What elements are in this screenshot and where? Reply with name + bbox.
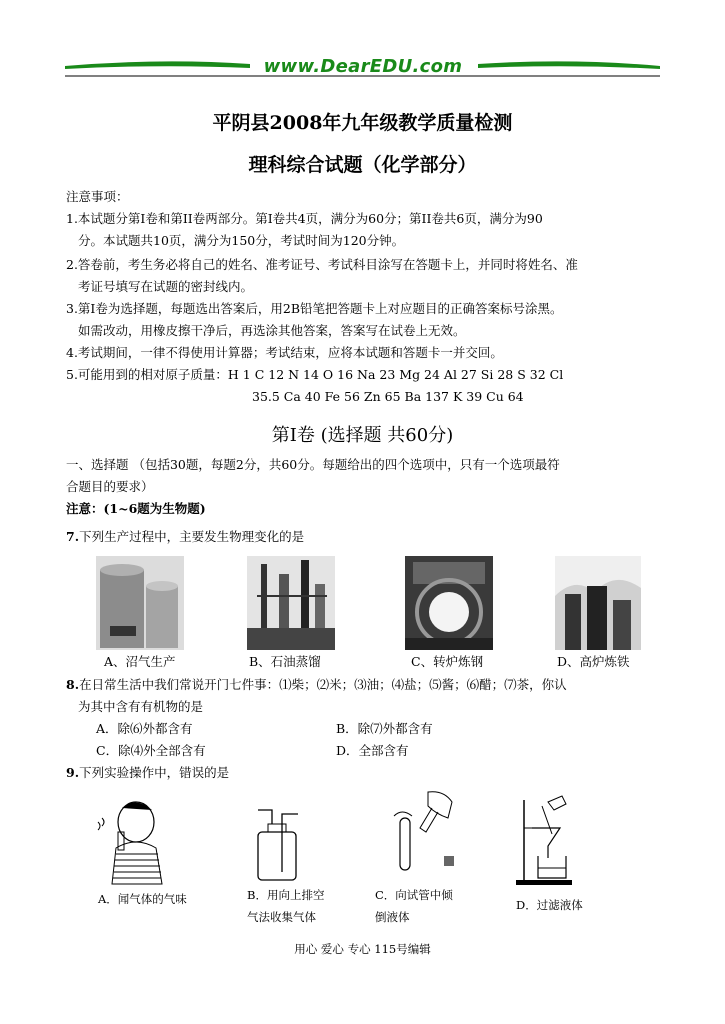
notice-line: 5.可能用到的相对原子质量：H 1 C 12 N 14 O 16 Na 23 Mg 24 Al 27 Si 28 S 32 Cl bbox=[66, 367, 564, 382]
question-stem: 下列生产过程中，主要发生物理变化的是 bbox=[79, 529, 305, 544]
q7-option-d: D、高炉炼铁 bbox=[557, 654, 630, 669]
q7-option-b: B、石油蒸馏 bbox=[249, 654, 321, 669]
notice-line: 35.5 Ca 40 Fe 56 Zn 65 Ba 137 K 39 Cu 64 bbox=[252, 389, 524, 404]
gas-collection-bottle-drawing bbox=[252, 806, 302, 882]
question-8-stem-cont: 为其中含有有机物的是 bbox=[78, 699, 204, 714]
page-title: 平阴县2008年九年级教学质量检测 bbox=[212, 112, 513, 134]
smelling-gas-drawing bbox=[92, 796, 180, 886]
q8-option-b: B．除⑺外都含有 bbox=[336, 721, 433, 736]
q9-option-b-line1: B．用向上排空 bbox=[247, 888, 325, 902]
notice-line: 1.本试题分第Ⅰ卷和第II卷两部分。第Ⅰ卷共4页，满分为60分；第II卷共6页，满分为90 bbox=[66, 211, 543, 226]
q9-option-c-line2: 倒液体 bbox=[375, 910, 410, 924]
biogas-tank-photo bbox=[96, 556, 184, 650]
oil-distillation-photo bbox=[247, 556, 335, 650]
question-number: 7. bbox=[66, 529, 80, 544]
converter-steelmaking-photo bbox=[405, 556, 493, 650]
notice-heading: 注意事项： bbox=[66, 189, 129, 204]
q7-option-c: C、转炉炼钢 bbox=[411, 654, 484, 669]
notice-line: 2.答卷前，考生务必将自己的姓名、准考证号、考试科目涂写在答题卡上，并同时将姓名、准 bbox=[66, 257, 578, 272]
q7-option-a: A、沼气生产 bbox=[104, 654, 176, 669]
notice-line: 3.第Ⅰ卷为选择题，每题选出答案后，用2B铅笔把答题卡上对应题目的正确答案标号涂黑。 bbox=[66, 301, 563, 316]
site-header: www.DearEDU.com bbox=[263, 56, 463, 77]
question-number: 8. bbox=[66, 677, 80, 692]
q8-option-c: C．除⑷外全部含有 bbox=[96, 743, 206, 758]
question-stem: 下列实验操作中，错误的是 bbox=[79, 765, 230, 780]
q9-option-b-line2: 气法收集气体 bbox=[247, 910, 316, 924]
filtration-setup-drawing bbox=[512, 794, 578, 886]
notice-line: 4.考试期间，一律不得使用计算器；考试结束，应将本试题和答题卡一并交回。 bbox=[66, 345, 503, 360]
part1-note: 注意：(1~6题为生物题) bbox=[66, 501, 206, 516]
notice-line: 考证号填写在试题的密封线内。 bbox=[78, 279, 254, 294]
blast-furnace-photo bbox=[555, 556, 641, 650]
q9-option-d: D．过滤液体 bbox=[516, 898, 583, 912]
notice-line: 分。本试题共10页，满分为150分，考试时间为120分钟。 bbox=[78, 233, 405, 248]
part1-instruction: 合题目的要求） bbox=[66, 479, 154, 494]
question-8 bbox=[66, 678, 567, 692]
q8-option-d: D．全部含有 bbox=[336, 743, 409, 758]
question-stem: 在日常生活中我们常说开门七件事：⑴柴；⑵米；⑶油；⑷盐；⑸酱；⑹醋；⑺茶，你认 bbox=[79, 677, 567, 692]
page-subtitle: 理科综合试题（化学部分） bbox=[248, 154, 477, 176]
q9-option-c-line1: C．向试管中倾 bbox=[375, 888, 453, 902]
question-7 bbox=[66, 530, 304, 544]
question-9 bbox=[66, 766, 229, 780]
question-number: 9. bbox=[66, 765, 80, 780]
q9-option-a: A．闻气体的气味 bbox=[98, 892, 187, 906]
section-title: 第Ⅰ卷 (选择题 共60分) bbox=[271, 425, 454, 446]
q8-option-a: A．除⑹外都含有 bbox=[96, 721, 193, 736]
pouring-liquid-drawing bbox=[392, 788, 462, 880]
part1-instruction: 一、选择题 （包括30题，每题2分，共60分。每题给出的四个选项中，只有一个选项最符 bbox=[66, 457, 560, 472]
notice-line: 如需改动，用橡皮擦干净后，再选涂其他答案，答案写在试卷上无效。 bbox=[78, 323, 466, 338]
page-footer: 用心 爱心 专心 115号编辑 bbox=[294, 942, 431, 956]
